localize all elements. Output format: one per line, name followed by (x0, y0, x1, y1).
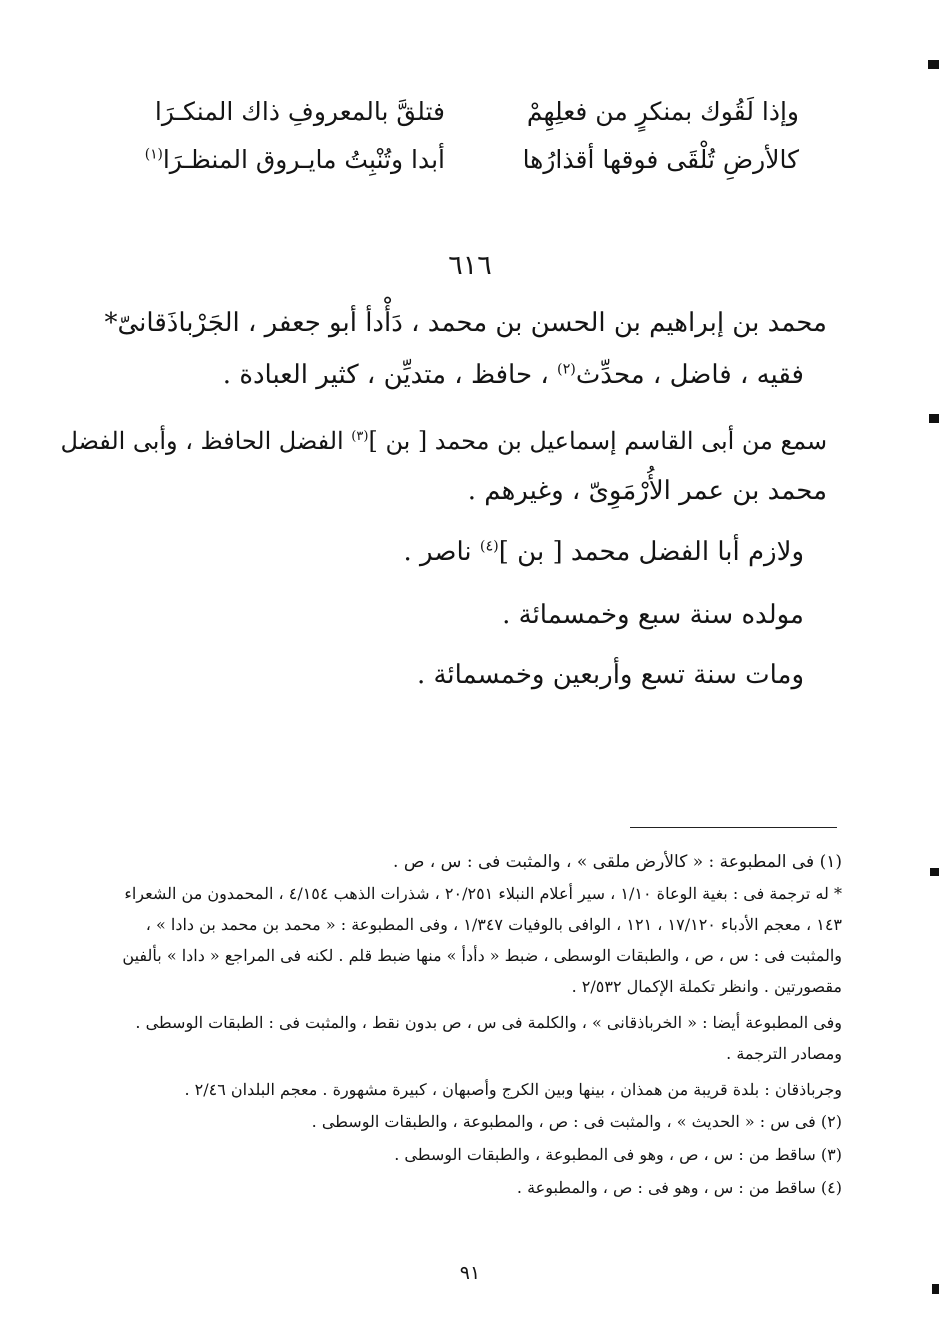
footnote-2: (٢) فى س : « الحديث » ، والمثبت فى : ص ، والمطبوعة ، والطبقات الوسطى . (311, 1112, 842, 1131)
entry-death-line: ومات سنة تسع وأربعين وخمسمائة . (416, 660, 804, 690)
footnote-ref-3: (٣) (351, 429, 369, 445)
footnote-ref-2: (٢) (556, 361, 576, 378)
entry-descr-line: فقيه ، فاضل ، محدِّث$^{(٢)}$ ، حافظ ، متديِّن ، كثير العبادة . (222, 360, 804, 390)
verse-hemistich-2b: أبدا وتُنْبِتُ مايـروق المنظـرَا$^{(١)}$ (144, 145, 445, 174)
footnote-star-line-3: والمثبت فى : س ، ص ، والطبقات الوسطى ، ضبط « دأدأ » منها ضبط قلم . لكنه فى المراجع « دادا » بألفين (122, 946, 842, 965)
scan-mark-lower (930, 868, 939, 876)
scan-mark-middle (929, 414, 939, 423)
entry-number: ٦١٦ (448, 250, 492, 281)
footnote-star-line-2: ١٤٣ ، معجم الأدباء ١٧/١٢٠ ، ١٢١ ، الوافى بالوفيات ١/٣٤٧ ، وفى المطبوعة : « محمد بن محمد بن دادا » ، (145, 915, 842, 934)
footnote-4: (٤) ساقط من : س ، وهو فى : ص ، والمطبوعة . (516, 1178, 842, 1197)
verse-hemistich-1b: فتلقَّ بالمعروفِ ذاك المنكـرَا (154, 97, 445, 126)
footnote-ref-4: (٤) (479, 538, 499, 555)
footnote-star-line-1: * له ترجمة فى : بغية الوعاة ١/١٠ ، سير أعلام النبلاء ٢٠/٢٥١ ، شذرات الذهب ٤/١٥٤ ، المحمدون من الشعراء (124, 884, 842, 903)
entry-teachers-line-1: سمع من أبى القاسم إسماعيل بن محمد [ بن ]$^{(٣)}$ الفضل الحافظ ، وأبى الفضل (60, 427, 827, 455)
entry-teachers-line-2: محمد بن عمر الأُرْمَوِىّ ، وغيرهم . (467, 476, 827, 506)
footnote-star-line-5: وفى المطبوعة أيضا : « الخرباذقانى » ، والكلمة فى س ، ص بدون نقط ، والمثبت فى : الطبقات الوسطى . (135, 1013, 842, 1032)
footnote-separator (630, 827, 837, 828)
footnote-3: (٣) ساقط من : س ، ص ، وهو فى المطبوعة ، والطبقات الوسطى . (394, 1145, 842, 1164)
entry-title-line: محمد بن إبراهيم بن الحسن بن محمد ، دَأْدأ أبو جعفر ، الجَرْباذَقانىّ* (104, 308, 827, 338)
entry-companion-line: ولازم أبا الفضل محمد [ بن ]$^{(٤)}$ ناصر . (403, 537, 804, 567)
page-number: ٩١ (459, 1262, 481, 1284)
footnote-star-line-4: مقصورتين . وانظر تكملة الإكمال ٢/٥٣٢ . (571, 977, 842, 996)
verse-hemistich-1a: وإذا لَقُوك بمنكرٍ من فعلِهِمْ (526, 97, 799, 126)
entry-birth-line: مولده سنة سبع وخمسمائة . (502, 600, 804, 630)
footnote-1: (١) فى المطبوعة : « كالأرض ملقى » ، والمثبت فى : س ، ص . (393, 852, 842, 872)
footnote-star-line-7: وجرباذقان : بلدة قريبة من همذان ، بينها وبين الكرج وأصبهان ، كبيرة مشهورة . معجم البلدان ٢/٤٦ . (184, 1080, 842, 1099)
scan-mark-top (928, 60, 939, 69)
scan-mark-bottom (932, 1284, 939, 1294)
verse-hemistich-2a: كالأرضِ تُلْقَى فوقها أقذارُها (522, 145, 799, 174)
footnote-star-line-6: ومصادر الترجمة . (726, 1044, 842, 1063)
footnote-ref-1: (١) (144, 146, 163, 163)
